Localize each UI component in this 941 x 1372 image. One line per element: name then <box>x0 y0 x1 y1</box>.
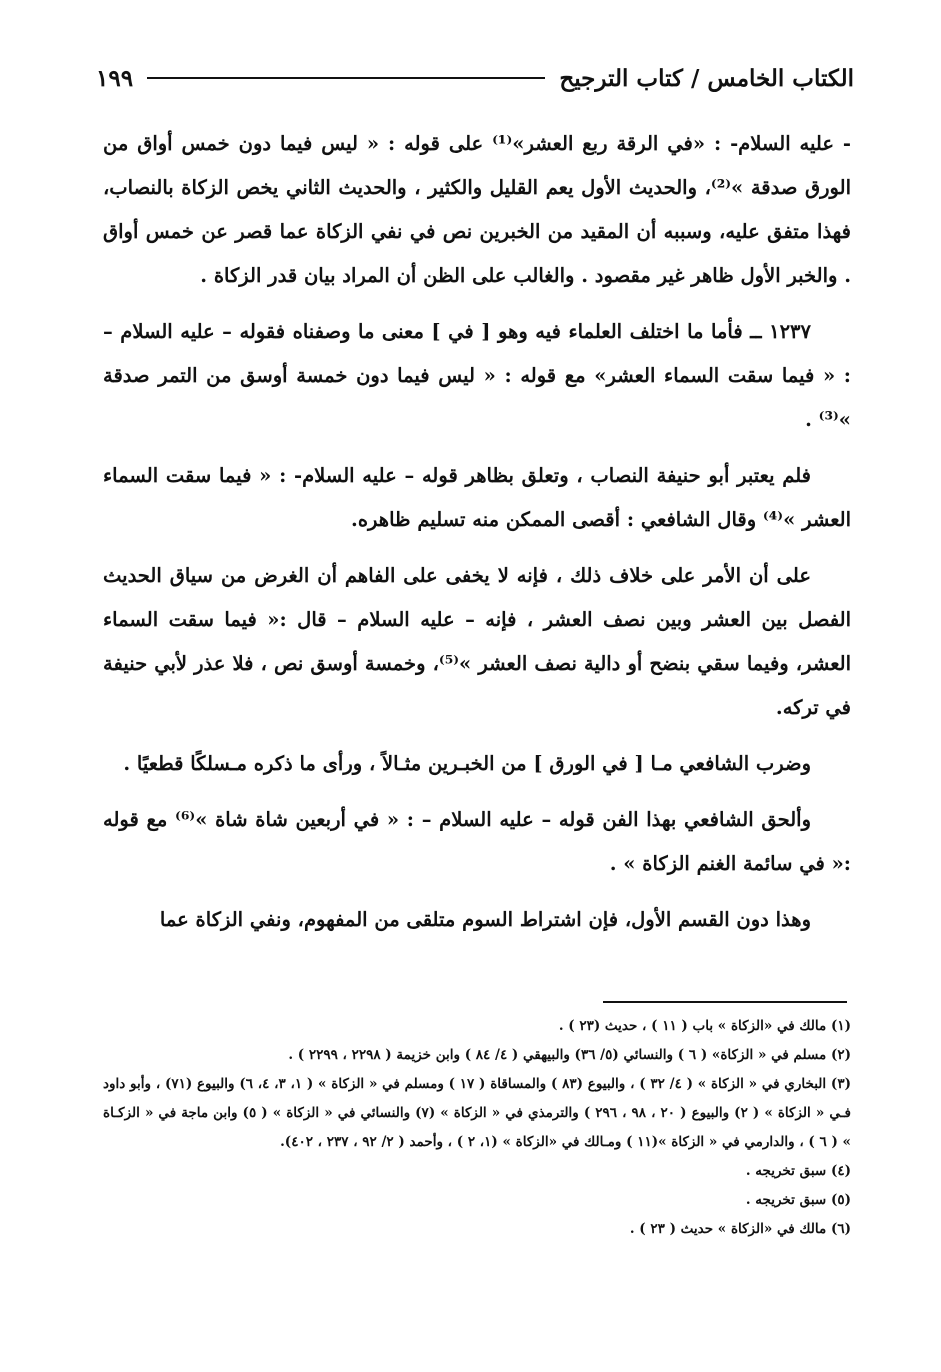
paragraph: - عليه السلام- : «في الرقة ربع العشر»⁽¹⁾ على قوله : « ليس فيما دون خمس أواق من الورق صدقة »⁽²⁾، والحديث الأول يعم القليل والكثير ، والحديث الثاني يخص الزكاة بالنصاب، فهذا متفق عليه، وسببه أن المقيد من الخبرين نص في نفي الزكاة عما قصر عن خمس أواق . والخبر الأول ظاهر غير مقصود . والغالب على الظن أن المراد بيان قدر الزكاة . <box>103 132 851 287</box>
paragraph: فلم يعتبر أبو حنيفة النصاب ، وتعلق بظاهر قوله – عليه السلام- : « فيما سقت السماء العشر »⁽⁴⁾ وقال الشافعي : أقصى الممكن منه تسليم ظاهره. <box>103 464 851 531</box>
footnote: (٥) سبق تخريجه . <box>745 1192 851 1208</box>
page-number: ١٩٩ <box>96 64 134 92</box>
page-header <box>96 58 854 98</box>
footnote: (٣) البخاري في « الزكاة » ( ٤/ ٣٢ ) ، والبيوع (٨٣ ) والمساقاة ( ١٧ ) ومسلم في « الزكاة » ( ١، ٣، ٤، ٦) والبيوع (٧١) ، وأبو داود فـي « الزكاة » ( ٢) والبيوع ( ٢٠ ، ٩٨ ، ٢٩٦ ) والترمذي في « الزكاة » (٧) والنسائي في « الزكاة » ( ٥) وابن ماجة في « الزكـاة » ( ٦ ) ، والدارمي في « الزكاة »(١١ ) ومـالك في «الزكاة » (١، ٢ ) ، وأحمد ( ٢/ ٩٢ ، ٢٣٧ ، ٤٠٢). <box>103 1076 851 1150</box>
paragraph: وهذا دون القسم الأول، فإن اشتراط السوم متلقى من المفهوم، ونفي الزكاة عما <box>159 908 811 931</box>
footnote: (٢) مسلم في « الزكاة» ( ٦ ) والنسائي (٥/ ٣٦) والبيهقي ( ٤/ ٨٤ ) وابن خزيمة ( ٢٢٩٨ ، ٢٢٩٩ ) . <box>288 1047 851 1063</box>
footnotes <box>103 1012 851 1244</box>
paragraph: وألحق الشافعي بهذا الفن قوله – عليه السلام – : « في أربعين شاة شاة »⁽⁶⁾ مع قوله :« في سائمة الغنم الزكاة » . <box>103 808 851 875</box>
header-rule <box>147 77 545 79</box>
paragraph: وضرب الشافعي مـا [ في الورق ] من الخبـرين مثـالاً ، ورأى ما ذكره مـسلكًا قطعيًا . <box>123 752 811 775</box>
main-text <box>103 122 851 954</box>
running-title: الكتاب الخامس / كتاب الترجيح <box>559 64 854 92</box>
footnote: (١) مالك في «الزكاة » باب ( ١١ ) ، حديث (٢٣ ) . <box>558 1018 851 1034</box>
footnote: (٤) سبق تخريجه . <box>745 1163 851 1179</box>
footnote-rule <box>603 1001 847 1003</box>
paragraph: ١٢٣٧ ــ فأما ما اختلف العلماء فيه وهو [ في ] معنى ما وصفناه فقوله – عليه السلام – : « فيما سقت السماء العشر» مع قوله : « ليس فيما دون خمسة أوسق من التمر صدقة »⁽³⁾ . <box>103 320 851 431</box>
footnote: (٦) مالك في «الزكاة » حديث ( ٢٣ ) . <box>629 1221 851 1237</box>
paragraph: على أن الأمر على خلاف ذلك ، فإنه لا يخفى على الفاهم أن الغرض من سياق الحديث الفصل بين العشر وبين نصف العشر ، فإنه – عليه السلام – قال :« فيما سقت السماء العشر، وفيما سقي بنضح أو دالية نصف العشر »⁽⁵⁾، وخمسة أوسق نص ، فلا عذر لأبي حنيفة في تركه. <box>103 564 851 719</box>
